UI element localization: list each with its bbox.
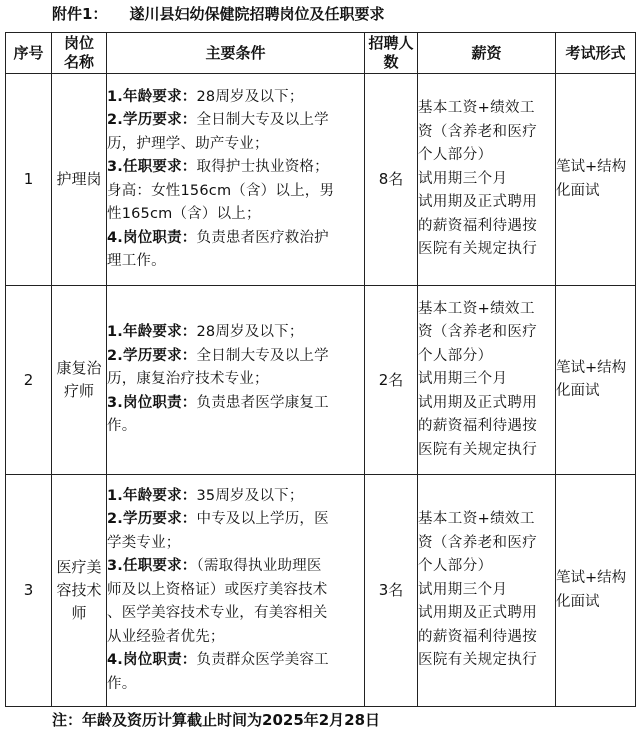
header-index: 序号 [6, 33, 52, 74]
salary-line: 的薪资福利待遇按 [418, 628, 538, 645]
condition-line [107, 109, 364, 133]
condition-line [107, 508, 364, 532]
conditions-cell [107, 74, 365, 286]
document-title: 遂川县妇幼保健院招聘岗位及任职要求 [129, 5, 385, 23]
salary-line: 基本工资+绩效工 [418, 300, 535, 317]
condition-line [107, 579, 364, 603]
requirement-text: 负责群众医学美容工 [196, 652, 329, 669]
position-name [52, 286, 107, 475]
salary-line: 个人部分） [418, 347, 493, 364]
requirement-label: 1.年龄要求： [107, 88, 197, 105]
header-exam: 考试形式 [556, 33, 636, 74]
position-name-line: 容技术 [56, 581, 102, 599]
requirement-text: （需取得执业助理医 [196, 558, 322, 575]
requirement-text: 师及以上资格证）或医疗美容技术 [107, 581, 328, 598]
condition-line [107, 227, 364, 251]
condition-line [107, 345, 364, 369]
condition-line [107, 156, 364, 180]
table-row [6, 286, 636, 475]
requirement-label: 4.岗位职责： [107, 652, 197, 669]
requirement-text: 学类专业； [107, 534, 181, 551]
condition-line [107, 180, 364, 204]
requirement-text: 35周岁及以下； [196, 487, 304, 504]
requirement-label: 3.岗位职责： [107, 394, 197, 411]
header-count: 招聘人 数 [365, 33, 418, 74]
exam-format-cell [556, 475, 636, 707]
salary-line: 医院有关规定执行 [418, 441, 538, 458]
salary-line: 医院有关规定执行 [418, 652, 538, 669]
hire-count: 8名 [365, 74, 418, 286]
exam-format-line: 化面试 [556, 383, 600, 399]
requirement-text: 性165cm（含）以上； [107, 206, 261, 222]
salary-line: 基本工资+绩效工 [418, 511, 535, 528]
requirement-text: 作。 [107, 675, 137, 692]
condition-line [107, 415, 364, 439]
requirement-label: 4.岗位职责： [107, 229, 197, 246]
condition-line [107, 250, 364, 274]
position-name-line: 医疗美 [56, 558, 102, 576]
requirement-label: 2.学历要求： [107, 347, 197, 364]
position-name-line: 疗师 [63, 382, 94, 400]
condition-line [107, 649, 364, 673]
requirement-text: 历，康复治疗技术专业； [107, 371, 269, 388]
requirement-label: 1.年龄要求： [107, 487, 197, 504]
salary-line: 的薪资福利待遇按 [418, 217, 538, 234]
requirement-label: 2.学历要求： [107, 112, 197, 128]
salary-line: 个人部分） [418, 147, 493, 164]
salary-line: 个人部分） [418, 558, 493, 575]
position-name-line: 师 [71, 604, 87, 622]
conditions-cell [107, 286, 365, 475]
table-header-row [6, 33, 636, 74]
requirement-text: 中专及以上学历，医 [196, 511, 329, 528]
requirement-label: 2.学历要求： [107, 511, 197, 528]
exam-format-cell [556, 286, 636, 475]
salary-cell [418, 475, 556, 707]
condition-line [107, 532, 364, 556]
header-salary: 薪资 [418, 33, 556, 74]
exam-format-cell [556, 74, 636, 286]
hire-count: 3名 [365, 475, 418, 707]
condition-line [107, 555, 364, 579]
salary-line: 试用期三个月 [418, 581, 508, 598]
exam-format-line: 笔试+结构 [556, 359, 627, 376]
exam-format-line: 化面试 [556, 182, 600, 199]
salary-line: 试用期三个月 [418, 371, 508, 388]
requirement-text: 28周岁及以下； [196, 88, 304, 105]
position-name [52, 74, 107, 286]
requirement-text: 身高：女性156cm（含）以上，男 [107, 182, 335, 199]
salary-cell [418, 74, 556, 286]
salary-line: 资（含养老和医疗 [418, 534, 538, 551]
requirement-text: 作。 [107, 418, 137, 435]
condition-line [107, 392, 364, 416]
requirement-label: 3.任职要求： [107, 558, 197, 575]
condition-line [107, 485, 364, 509]
recruitment-table [5, 32, 636, 707]
requirement-text: 全日制大专及以上学 [196, 112, 329, 128]
condition-line [107, 321, 364, 345]
row-index: 2 [6, 286, 52, 475]
condition-line [107, 368, 364, 392]
requirement-label: 3.任职要求： [107, 159, 197, 175]
condition-line [107, 133, 364, 157]
requirement-text: 全日制大专及以上学 [196, 347, 329, 364]
salary-cell [418, 286, 556, 475]
requirement-text: 、医学美容技术专业，有美容相关 [107, 605, 328, 622]
exam-format-line: 笔试+结构 [556, 159, 627, 175]
salary-line: 试用期及正式聘用 [418, 394, 538, 411]
header-position: 岗位 名称 [52, 33, 107, 74]
conditions-cell [107, 475, 365, 707]
salary-line: 资（含养老和医疗 [418, 324, 538, 341]
salary-line: 资（含养老和医疗 [418, 123, 538, 140]
position-name-line: 康复治 [56, 359, 102, 377]
row-index: 1 [6, 74, 52, 286]
table-row [6, 74, 636, 286]
exam-format-line: 化面试 [556, 593, 600, 610]
condition-line [107, 673, 364, 697]
requirement-text: 28周岁及以下； [196, 324, 304, 341]
requirement-text: 负责患者医疗救治护 [196, 229, 329, 246]
condition-line [107, 602, 364, 626]
table-row [6, 475, 636, 707]
position-name [52, 475, 107, 707]
position-name-line: 护理岗 [56, 170, 102, 188]
header-conditions: 主要条件 [107, 33, 365, 74]
salary-line: 试用期及正式聘用 [418, 194, 538, 211]
requirement-text: 负责患者医学康复工 [196, 394, 329, 411]
requirement-label: 1.年龄要求： [107, 324, 197, 341]
attachment-label: 附件1： [52, 5, 108, 23]
condition-line [107, 203, 364, 227]
salary-line: 试用期三个月 [418, 170, 508, 187]
row-index: 3 [6, 475, 52, 707]
condition-line [107, 626, 364, 650]
exam-format-line: 笔试+结构 [556, 570, 627, 586]
hire-count: 2名 [365, 286, 418, 475]
requirement-text: 从业经验者优先； [107, 628, 225, 645]
salary-line: 的薪资福利待遇按 [418, 418, 538, 435]
requirement-text: 历，护理学、助产专业； [107, 135, 269, 152]
requirement-text: 理工作。 [107, 253, 166, 269]
footnote: 注：年龄及资历计算截止时间为2025年2月28日 [52, 711, 381, 729]
requirement-text: 取得护士执业资格； [196, 159, 329, 175]
salary-line: 试用期及正式聘用 [418, 605, 538, 622]
document-heading [52, 4, 384, 24]
condition-line [107, 86, 364, 110]
salary-line: 医院有关规定执行 [418, 241, 538, 258]
salary-line: 基本工资+绩效工 [418, 100, 535, 117]
